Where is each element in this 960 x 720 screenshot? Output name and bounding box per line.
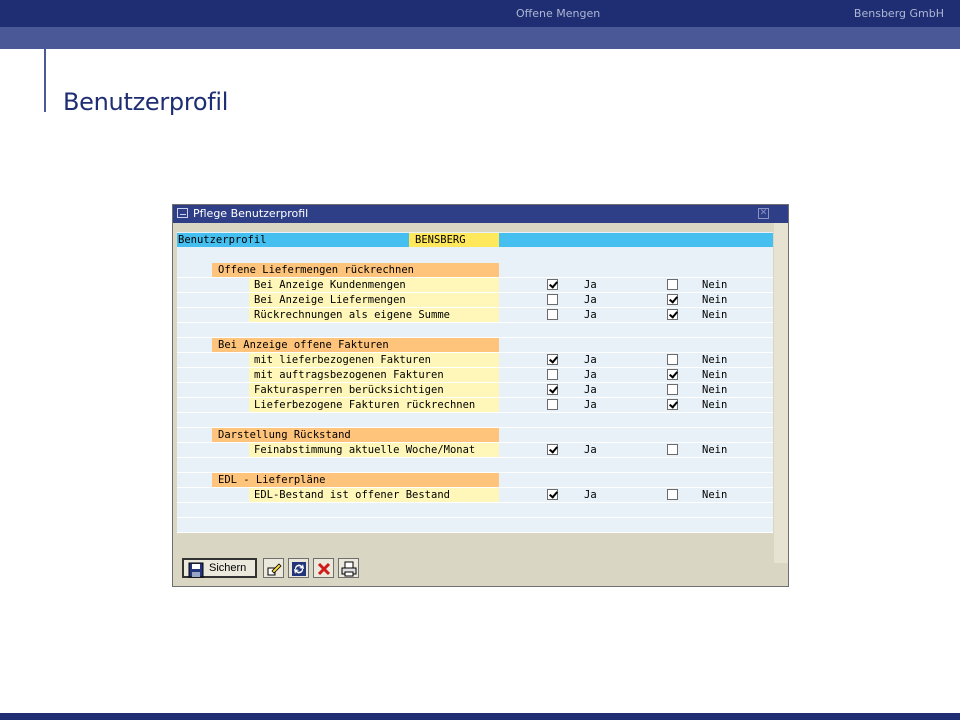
decorative-divider: [44, 27, 46, 112]
setting-label: EDL-Bestand ist offener Bestand: [249, 488, 499, 502]
profile-value-field[interactable]: BENSBERG: [409, 233, 499, 247]
settings-list: [177, 263, 773, 533]
nein-checkbox[interactable]: [667, 369, 678, 380]
sap-dialog-window: [172, 204, 789, 587]
nein-label: Nein: [702, 279, 728, 291]
bottom-banner: [0, 713, 960, 720]
page-title: Benutzerprofil: [63, 88, 229, 116]
sub-banner: [0, 27, 960, 49]
nein-checkbox[interactable]: [667, 444, 678, 455]
print-button[interactable]: [338, 558, 359, 578]
profile-row: [177, 233, 773, 247]
nein-label: Nein: [702, 489, 728, 501]
ja-label: Ja: [584, 279, 597, 291]
ja-label: Ja: [584, 444, 597, 456]
section-title: Offene Liefermengen rückrechnen: [212, 263, 499, 277]
display-change-button[interactable]: [263, 558, 284, 578]
ja-checkbox[interactable]: [547, 369, 558, 380]
setting-row: [177, 443, 773, 458]
setting-row: [177, 368, 773, 383]
nein-checkbox[interactable]: [667, 489, 678, 500]
nein-checkbox[interactable]: [667, 354, 678, 365]
ja-checkbox[interactable]: [547, 399, 558, 410]
setting-row: [177, 293, 773, 308]
spacer-row: [177, 413, 773, 428]
ja-label: Ja: [584, 354, 597, 366]
print-icon: [341, 561, 357, 577]
setting-label: Feinabstimmung aktuelle Woche/Monat: [249, 443, 499, 457]
setting-row: [177, 383, 773, 398]
cancel-button[interactable]: [313, 558, 334, 578]
display-change-icon: [266, 561, 282, 577]
setting-row: [177, 488, 773, 503]
ja-label: Ja: [584, 294, 597, 306]
nein-label: Nein: [702, 294, 728, 306]
close-icon[interactable]: ✕: [759, 208, 768, 218]
ja-checkbox[interactable]: [547, 384, 558, 395]
nein-checkbox[interactable]: [667, 279, 678, 290]
profile-form: [177, 232, 773, 532]
setting-label: mit lieferbezogenen Fakturen: [249, 353, 499, 367]
window-titlebar: [173, 205, 788, 223]
section-row: [177, 473, 773, 488]
nein-label: Nein: [702, 369, 728, 381]
cancel-icon: [316, 561, 332, 577]
save-icon: [188, 562, 204, 578]
nein-checkbox[interactable]: [667, 399, 678, 410]
nein-checkbox[interactable]: [667, 309, 678, 320]
section-title: EDL - Lieferpläne: [212, 473, 499, 487]
setting-label: Fakturasperren berücksichtigen: [249, 383, 499, 397]
setting-label: Bei Anzeige Liefermengen: [249, 293, 499, 307]
nein-label: Nein: [702, 444, 728, 456]
ja-label: Ja: [584, 399, 597, 411]
window-title: Pflege Benutzerprofil: [193, 207, 309, 220]
spacer-row: [177, 518, 773, 533]
nein-checkbox[interactable]: [667, 384, 678, 395]
nein-label: Nein: [702, 384, 728, 396]
spacer-row: [177, 503, 773, 518]
spacer-row: [177, 323, 773, 338]
top-banner: [0, 0, 960, 27]
setting-row: [177, 308, 773, 323]
refresh-button[interactable]: [288, 558, 309, 578]
setting-row: [177, 398, 773, 413]
ja-checkbox[interactable]: [547, 279, 558, 290]
nein-label: Nein: [702, 354, 728, 366]
refresh-icon: [291, 561, 307, 577]
section-row: [177, 428, 773, 443]
ja-checkbox[interactable]: [547, 309, 558, 320]
window-scroll-strip: [774, 223, 788, 563]
ja-label: Ja: [584, 489, 597, 501]
ja-checkbox[interactable]: [547, 489, 558, 500]
nein-label: Nein: [702, 399, 728, 411]
setting-label: Lieferbezogene Fakturen rückrechnen: [249, 398, 499, 412]
section-title: Bei Anzeige offene Fakturen: [212, 338, 499, 352]
setting-label: Rückrechnungen als eigene Summe: [249, 308, 499, 322]
header-company-text: Bensberg GmbH: [853, 7, 944, 20]
setting-row: [177, 353, 773, 368]
setting-label: Bei Anzeige Kundenmengen: [249, 278, 499, 292]
ja-checkbox[interactable]: [547, 354, 558, 365]
nein-label: Nein: [702, 309, 728, 321]
window-icon: [177, 208, 188, 218]
spacer-row: [177, 458, 773, 473]
application-toolbar: [177, 554, 773, 582]
header-center-text: Offene Mengen: [516, 7, 601, 20]
section-row: [177, 263, 773, 278]
nein-checkbox[interactable]: [667, 294, 678, 305]
ja-label: Ja: [584, 369, 597, 381]
save-button[interactable]: [182, 558, 257, 578]
section-title: Darstellung Rückstand: [212, 428, 499, 442]
ja-checkbox[interactable]: [547, 294, 558, 305]
ja-label: Ja: [584, 309, 597, 321]
ja-checkbox[interactable]: [547, 444, 558, 455]
setting-label: mit auftragsbezogenen Fakturen: [249, 368, 499, 382]
profile-label: Benutzerprofil: [178, 234, 267, 246]
section-row: [177, 338, 773, 353]
setting-row: [177, 278, 773, 293]
ja-label: Ja: [584, 384, 597, 396]
save-button-label: Sichern: [209, 562, 247, 574]
